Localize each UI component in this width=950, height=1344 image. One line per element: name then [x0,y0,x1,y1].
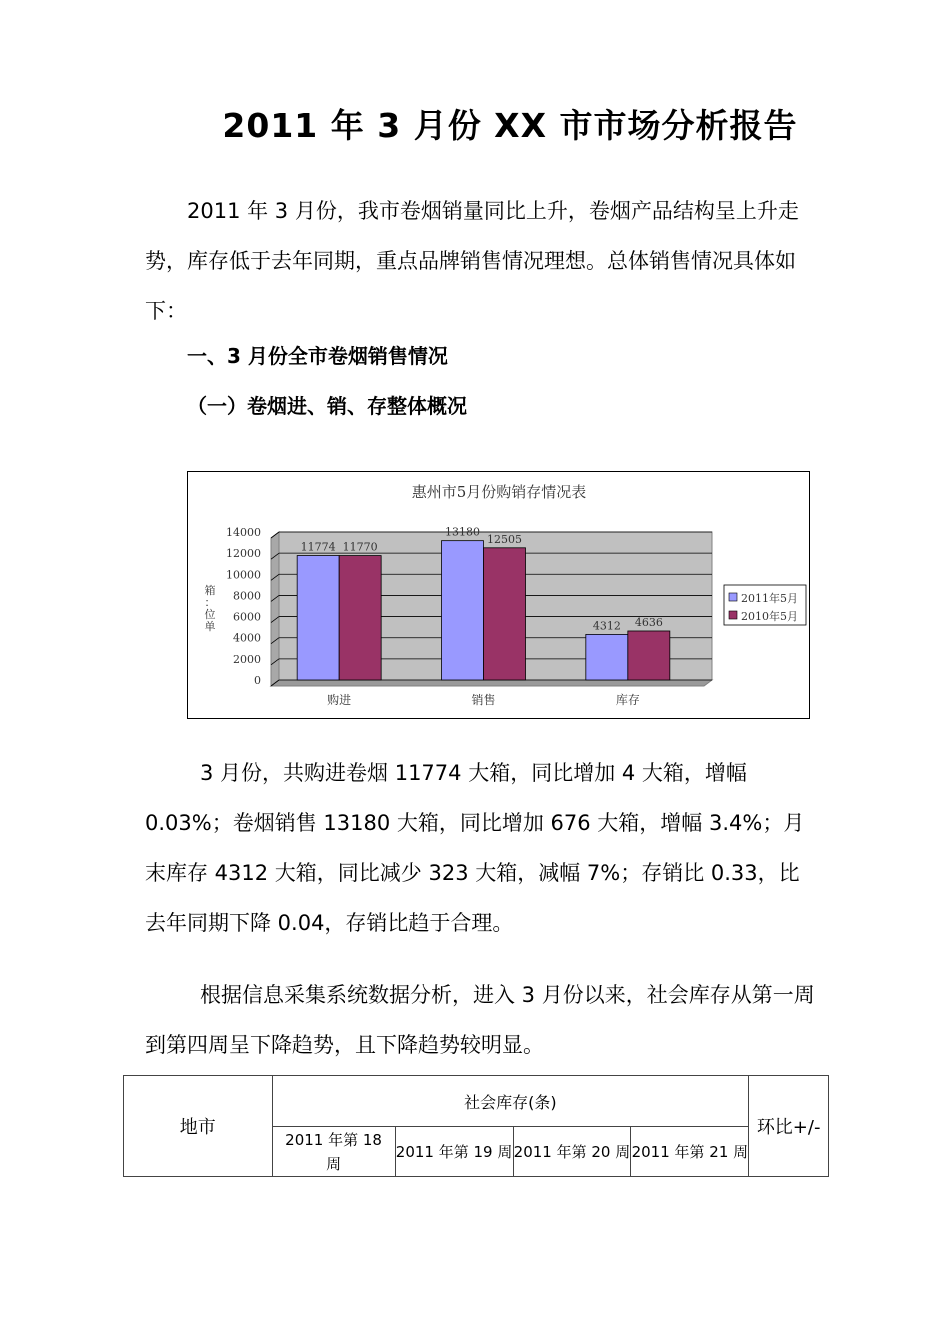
intro-paragraph: 2011 年 3 月份，我市卷烟销量同比上升，卷烟产品结构呈上升走势，库存低于去年同期，重点品牌销售情况理想。总体销售情况具体如下： [145,199,799,323]
plot-floor [271,680,712,686]
subsection-heading: （一）卷烟进、销、存整体概况 [187,394,467,418]
bar-data-label: 4636 [634,615,663,629]
bar [628,631,670,680]
y-tick-label: 6000 [233,610,261,624]
bar-data-label: 12505 [487,532,522,546]
legend-swatch [729,611,737,619]
report-title: 2011 年 3 月份 XX 市市场分析报告 [222,106,798,145]
section-heading: 一、3 月份全市卷烟销售情况 [187,344,448,368]
y-tick-label: 0 [254,674,261,687]
y-tick-label: 14000 [226,526,261,539]
bar-data-label: 11774 [300,540,336,554]
y-axis-label-char: 单 [204,620,216,633]
x-tick-label: 购进 [327,693,352,707]
chart-title: 惠州市5月份购销存情况表 [411,483,587,501]
y-axis-label-char: 箱 [204,584,216,597]
table-header-week-20: 2011 年第 20 周 [513,1127,631,1177]
bar [484,548,526,680]
legend-swatch [729,593,737,601]
table-header-city: 地市 [124,1076,273,1177]
inventory-table [123,1075,829,1177]
table-header-change: 环比+/- [749,1076,829,1177]
sales-paragraph: 3 月份，共购进卷烟 11774 大箱，同比增加 4 大箱，增幅 0.03%；卷烟销售 13180 大箱，同比增加 676 大箱，增幅 3.4%；月末库存 4312 大箱，同比减少 323 大箱，减幅 7%；存销比 0.33，比去年同期下降 0.04，存销比趋于合理。 [145,761,805,935]
table-header-week-19: 2011 年第 19 周 [395,1127,513,1177]
bar [586,634,628,680]
x-tick-label: 销售 [471,693,496,707]
y-tick-label: 8000 [233,589,261,603]
bar-data-label: 13180 [445,525,480,539]
bar [442,541,484,680]
bar-data-label: 11770 [342,540,378,554]
table-header-week-21: 2011 年第 21 周 [631,1127,749,1177]
chart-svg [188,472,811,720]
legend-label: 2011年5月 [741,592,798,605]
y-tick-label: 2000 [233,652,261,666]
y-axis-label-char: 位 [204,608,216,621]
bar [339,556,381,680]
plot-side-wall [271,532,279,686]
inventory-paragraph: 根据信息采集系统数据分析，进入 3 月份以来，社会库存从第一周到第四周呈下降趋势，且下降趋势较明显。 [145,983,815,1057]
y-axis-label-char: ： [204,596,216,609]
table-header-group: 社会库存(条) [272,1076,749,1127]
y-tick-label: 4000 [233,631,261,645]
table-header-week-18: 2011 年第 18 周 [272,1127,395,1177]
sales-chart [187,471,810,719]
x-tick-label: 库存 [615,693,640,707]
legend-label: 2010年5月 [741,610,798,623]
bar [297,556,339,680]
y-tick-label: 12000 [226,547,261,561]
y-tick-label: 10000 [226,568,261,582]
bar-data-label: 4312 [592,619,621,633]
